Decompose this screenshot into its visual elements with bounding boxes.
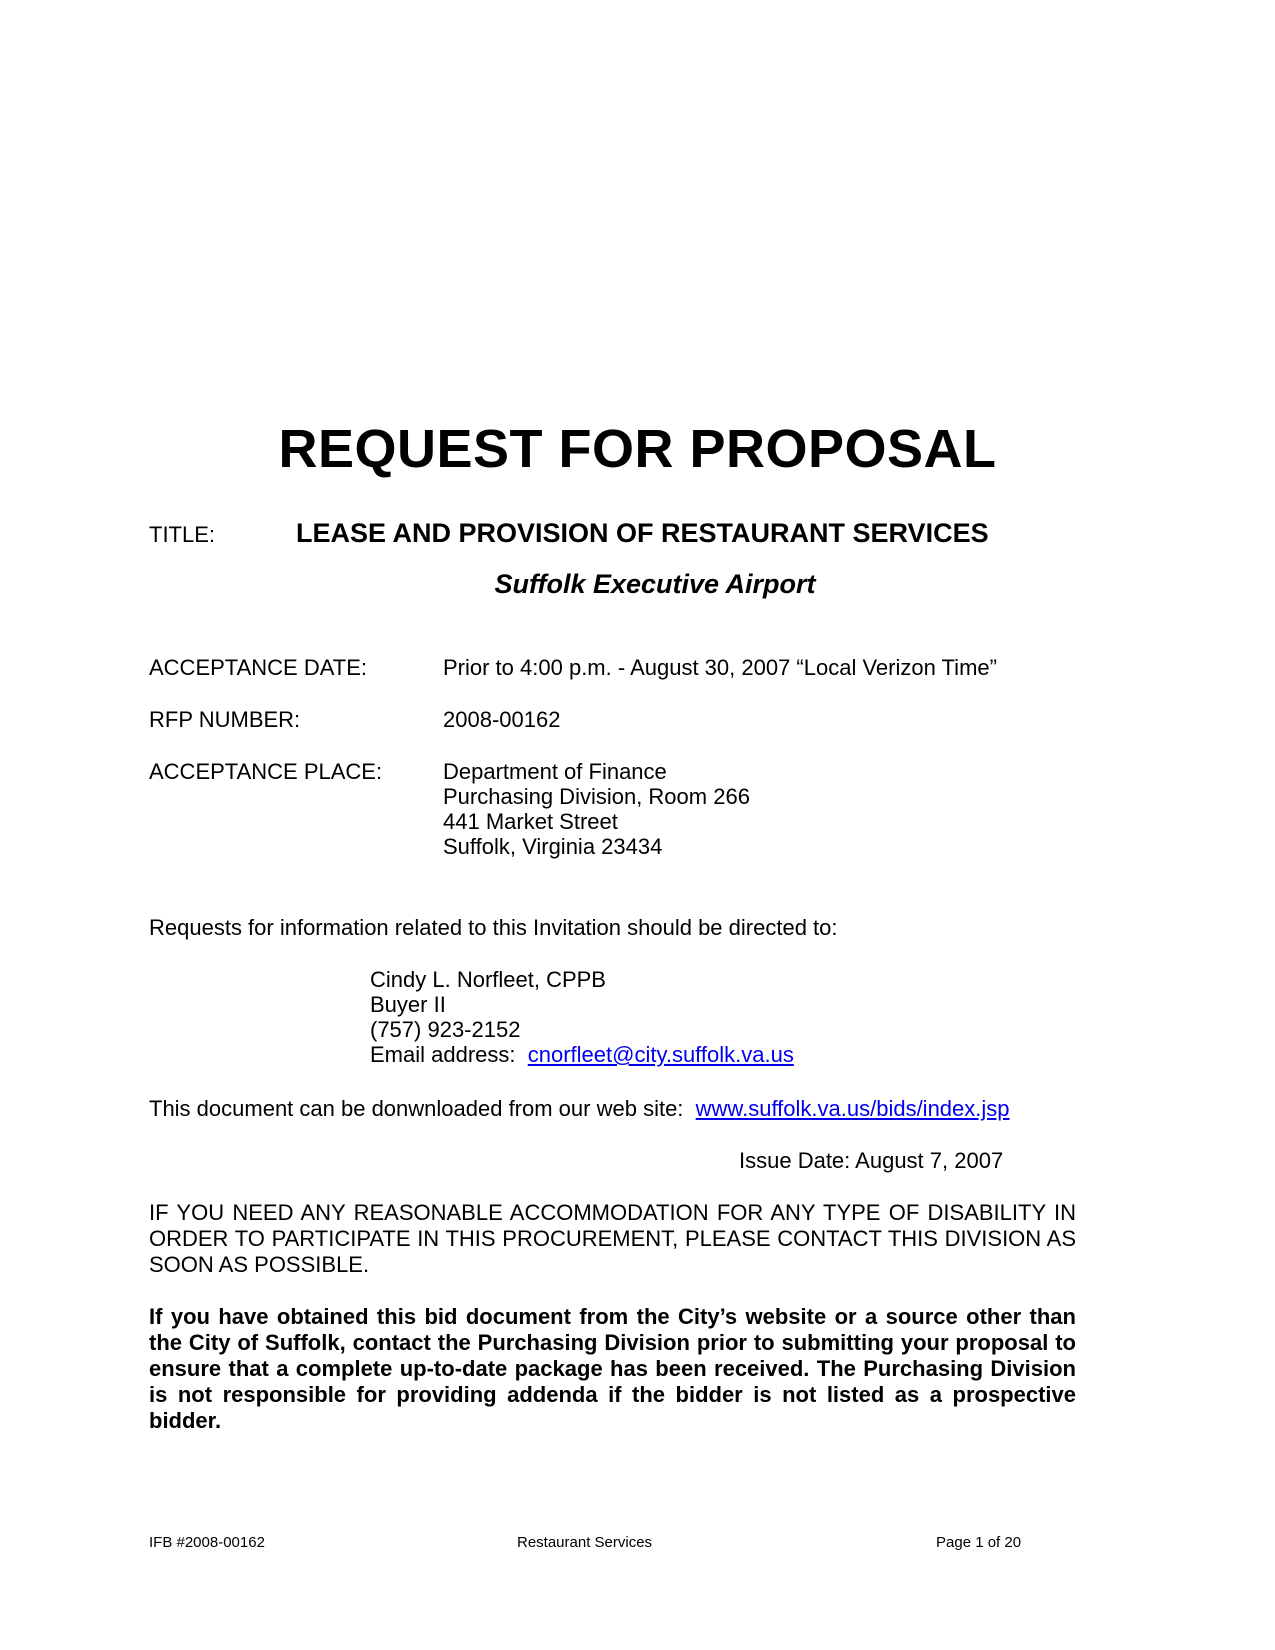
acceptance-place-address bbox=[443, 759, 750, 859]
rfp-number-value: 2008-00162 bbox=[443, 707, 561, 732]
footer-left: IFB #2008-00162 bbox=[149, 1534, 265, 1551]
address-line: 441 Market Street bbox=[443, 809, 618, 834]
acceptance-date-value: Prior to 4:00 p.m. - August 30, 2007 “Local Verizon Time” bbox=[443, 655, 997, 680]
contact-email-row bbox=[370, 1042, 794, 1067]
address-line: Department of Finance bbox=[443, 759, 667, 784]
address-line: Purchasing Division, Room 266 bbox=[443, 784, 750, 809]
contact-position: Buyer II bbox=[370, 992, 446, 1017]
address-line: Suffolk, Virginia 23434 bbox=[443, 834, 663, 859]
download-text: This document can be donwnloaded from our web site: bbox=[149, 1096, 684, 1121]
footer-page-number: Page 1 of 20 bbox=[936, 1534, 1022, 1551]
contact-phone: (757) 923-2152 bbox=[370, 1017, 521, 1042]
title-value: LEASE AND PROVISION OF RESTAURANT SERVICES bbox=[296, 518, 989, 548]
contact-block bbox=[370, 967, 794, 1067]
contact-name: Cindy L. Norfleet, CPPB bbox=[370, 967, 606, 992]
title-label: TITLE: bbox=[149, 522, 216, 547]
download-link[interactable]: www.suffolk.va.us/bids/index.jsp bbox=[695, 1096, 1010, 1121]
acceptance-date-label: ACCEPTANCE DATE: bbox=[149, 655, 367, 680]
download-row bbox=[149, 1096, 1010, 1122]
requests-text: Requests for information related to this Invitation should be directed to: bbox=[149, 915, 838, 940]
subtitle: Suffolk Executive Airport bbox=[494, 569, 816, 599]
footer-center: Restaurant Services bbox=[517, 1534, 653, 1551]
email-label: Email address: bbox=[370, 1042, 516, 1067]
email-link[interactable]: cnorfleet@city.suffolk.va.us bbox=[527, 1042, 794, 1067]
page-title: REQUEST FOR PROPOSAL bbox=[278, 419, 997, 479]
accommodation-notice: IF YOU NEED ANY REASONABLE ACCOMMODATION FOR ANY TYPE OF DISABILITY IN ORDER TO PARTICIPATE IN THIS PROCUREMENT, PLEASE CONTACT THIS DIVISION AS SOON AS POSSIBLE. bbox=[149, 1200, 1076, 1277]
acceptance-place-label: ACCEPTANCE PLACE: bbox=[149, 759, 383, 784]
issue-date: Issue Date: August 7, 2007 bbox=[739, 1148, 1004, 1173]
rfp-number-label: RFP NUMBER: bbox=[149, 707, 301, 732]
bold-notice: If you have obtained this bid document from the City’s website or a source other than the City of Suffolk, contact the Purchasing Division prior to submitting your proposal to ensure that a complete up-to-date package has been received. The Purchasing Division is not responsible for providing addenda if the bidder is not listed as a prospective bidder. bbox=[149, 1304, 1076, 1433]
